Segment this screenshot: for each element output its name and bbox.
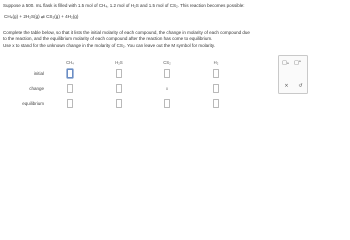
- row-label-equilibrium: equilibrium: [22, 101, 44, 106]
- column-header-h2: H₂: [213, 60, 219, 65]
- ice-table: [0, 56, 300, 136]
- undo-icon[interactable]: ↺: [296, 82, 305, 91]
- equilibrium-cs2-input[interactable]: [164, 99, 170, 108]
- reaction-equation: CH₄(g) + 2H₂S(g) ⇌ CS₂(g) + 4H₂(g): [4, 14, 79, 19]
- change-cs2-value: x: [165, 86, 169, 91]
- problem-instructions: Complete the table below, so that it lists the initial molarity of each compound, the change in molarity of each compound due to the reaction, and the equilibrium molarity of each compound after the reaction has come to equilibrium.: [3, 30, 250, 41]
- column-header-cs2: CS₂: [163, 60, 171, 65]
- column-header-ch4: CH₄: [66, 60, 74, 65]
- superscript-box-icon[interactable]: □ᵃ: [294, 60, 301, 66]
- problem-intro: Suppose a 500. mL flask is filled with 1.5 mol of CH₄, 1.2 mol of H₂S and 1.5 mol of CS₂. This reaction becomes possible:: [3, 3, 245, 8]
- math-toolbox: [278, 55, 308, 94]
- equilibrium-h2s-input[interactable]: [116, 99, 122, 108]
- initial-h2-input[interactable]: [213, 69, 219, 78]
- row-label-initial: initial: [33, 71, 44, 76]
- row-label-change: change: [29, 86, 44, 91]
- initial-h2s-input[interactable]: [116, 69, 122, 78]
- column-header-h2s: H₂S: [115, 60, 123, 65]
- change-h2s-input[interactable]: [116, 84, 122, 93]
- equilibrium-h2-input[interactable]: [213, 99, 219, 108]
- close-icon[interactable]: ×: [282, 82, 291, 91]
- equilibrium-ch4-input[interactable]: [67, 99, 73, 108]
- initial-cs2-input[interactable]: [164, 69, 170, 78]
- change-h2-input[interactable]: [213, 84, 219, 93]
- initial-ch4-input[interactable]: [67, 69, 73, 78]
- problem-hint: Use x to stand for the unknown change in the molarity of CS₂. You can leave out the M symbol for molarity.: [3, 43, 216, 48]
- subscript-box-icon[interactable]: □ₐ: [282, 60, 289, 66]
- change-ch4-input[interactable]: [67, 84, 73, 93]
